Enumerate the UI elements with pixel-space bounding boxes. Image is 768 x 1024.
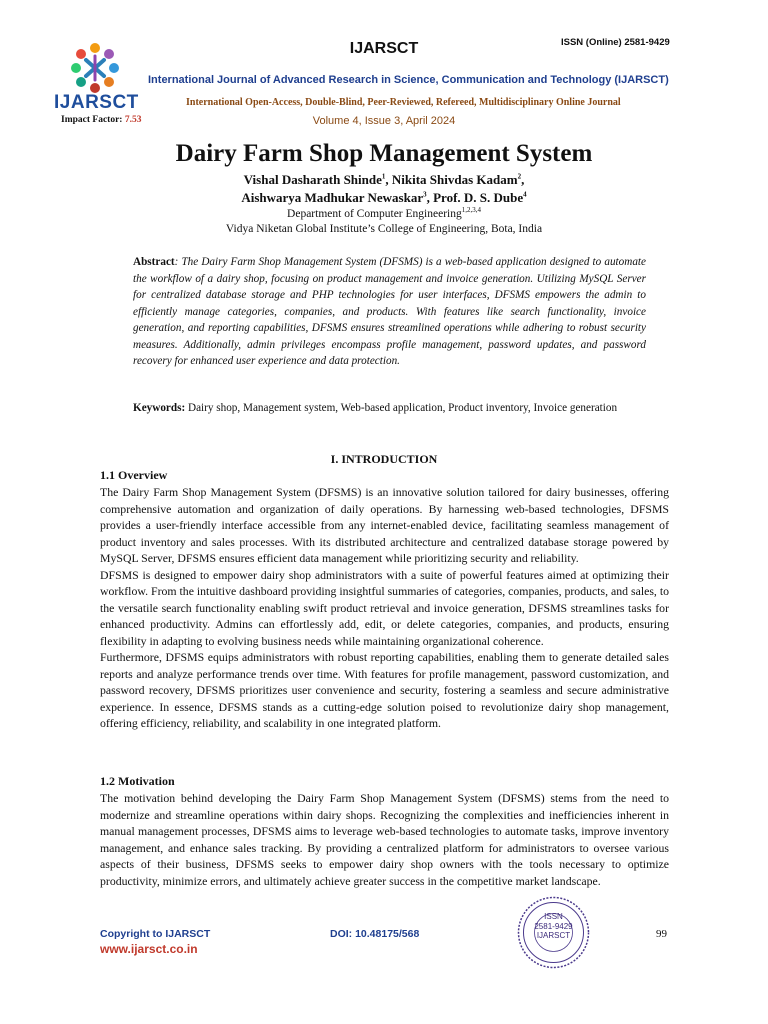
keywords-label: Keywords:	[133, 402, 186, 414]
paper-title: Dairy Farm Shop Management System	[175, 140, 593, 167]
page-number: 99	[656, 928, 667, 940]
issn-stamp-text	[516, 912, 591, 941]
keywords-text: Dairy shop, Management system, Web-based application, Product inventory, Invoice generation	[185, 402, 618, 414]
issn-online: ISSN (Online) 2581-9429	[561, 37, 670, 48]
author-sep: ,	[521, 172, 525, 187]
department-name: Department of Computer Engineering	[287, 207, 462, 220]
subsection-title-motivation: 1.2 Motivation	[100, 774, 175, 788]
author-name: Aishwarya Madhukar Newaskar	[241, 190, 424, 205]
overview-body	[100, 484, 669, 732]
author-name: Prof. D. S. Dube	[433, 190, 524, 205]
author-sup: 3	[423, 190, 427, 199]
stamp-line: ISSN	[544, 912, 563, 921]
logo-text: IJARSCT	[54, 92, 139, 113]
paragraph: Furthermore, DFSMS equips administrators with robust reporting capabilities, enabling them to generate detailed sales reports and analyze performance trends over time. With features for profile management, password customization, and password recovery, DFSMS prioritizes user convenience and security, fostering a seamless and secure administrative experience. In essence, DFSMS stands as a cutting-edge solution poised to revolutionize dairy shop management, offering efficiency, reliability, and scalability in one integrated platform.	[100, 650, 669, 730]
stamp-line: 2581-9429	[534, 921, 573, 931]
authors-line-2	[0, 190, 768, 206]
abstract-label: Abstract	[133, 256, 175, 268]
paragraph: The motivation behind developing the Dairy Farm Shop Management System (DFSMS) stems from the need to modernize and streamline operations within dairy shops. Recognizing the complexities and inefficiencies inherent in manual management processes, DFSMS aims to leverage web-based technologies to automate tasks, improve inventory management, and enhance sales tracking. By providing a centralized platform for administrators to oversee various aspects of their business, DFSMS seeks to empower dairy shop owners with the tools necessary to optimize productivity, minimize errors, and ultimately achieve greater success in the competitive market landscape.	[100, 791, 669, 888]
keywords	[133, 400, 646, 417]
author-sup: 4	[523, 190, 527, 199]
author-name: Nikita Shivdas Kadam	[391, 172, 518, 187]
author-sep: ,	[426, 190, 434, 205]
impact-factor-label: Impact Factor:	[61, 115, 125, 125]
motivation-body	[100, 790, 669, 889]
author-name: Vishal Dasharath Shinde	[243, 172, 382, 187]
department-sup: 1,2,3,4	[461, 206, 481, 214]
authors-line-1	[0, 172, 768, 188]
doi[interactable]: DOI: 10.48175/568	[330, 928, 420, 940]
abstract-text: : The Dairy Farm Shop Management System (DFSMS) is a web-based application designed to automate the workflow of a dairy shop, focusing on product management and invoice generation. Utilizing MySQL Server for centralized database storage and PHP technologies for user interfaces, DFSMS empowers the admin to efficiently manage categories, companies, and products. With features like search functionality, invoice generation, and reporting capabilities, DFSMS ensures streamlined operations while adhering to robust security measures. Additionally, admin privileges encompass profile management, password updates, and password recovery for enhanced user experience and data protection.	[133, 256, 646, 367]
website-link[interactable]: www.ijarsct.co.in	[100, 942, 198, 956]
stamp-line: IJARSCT	[536, 931, 571, 940]
author-sup: 2	[517, 172, 522, 181]
impact-factor-value: 7.53	[124, 115, 142, 125]
journal-abbrev: IJARSCT	[349, 40, 419, 57]
journal-logo-icon	[68, 40, 122, 96]
abstract	[133, 254, 646, 370]
subsection-title-overview: 1.1 Overview	[100, 468, 168, 482]
copyright: Copyright to IJARSCT	[100, 928, 211, 940]
author-sep: ,	[385, 172, 392, 187]
paragraph: The Dairy Farm Shop Management System (DFSMS) is an innovative solution tailored for dairy businesses, offering comprehensive automation and organization of daily operations. By harnessing web-based technologies, DFSMS provides a user-friendly interface accessible from any internet-enabled device, facilitating seamless management of product inventory and sales processes. With its distributed architecture and centralized database storage powered by MySQL Server, DFSMS ensures efficient data management while prioritizing security and reliability.	[100, 485, 669, 565]
section-heading-introduction: I. INTRODUCTION	[330, 452, 438, 466]
volume-issue: Volume 4, Issue 3, April 2024	[312, 115, 456, 127]
department	[0, 206, 768, 220]
journal-subtitle: International Open-Access, Double-Blind, Peer-Reviewed, Refereed, Multidisciplinary Online Journal	[186, 97, 621, 108]
paragraph: DFSMS is designed to empower dairy shop administrators with a suite of powerful features aimed at optimizing their workflow. From the intuitive dashboard providing insightful summaries of categories, companies, products, and sales, to the versatile search functionality enabling swift product retrieval and invoice generation, DFSMS streamlines tasks for enhanced productivity. Admins can effortlessly add, edit, or delete categories, companies, and products, ensuring flexibility in adapting to evolving business needs while maintaining organizational coherence.	[100, 567, 669, 648]
institute: Vidya Niketan Global Institute’s College of Engineering, Bota, India	[225, 223, 543, 235]
author-sup: 1	[381, 172, 386, 181]
journal-full-name: International Journal of Advanced Research in Science, Communication and Technology (IJARSCT)	[148, 74, 669, 86]
